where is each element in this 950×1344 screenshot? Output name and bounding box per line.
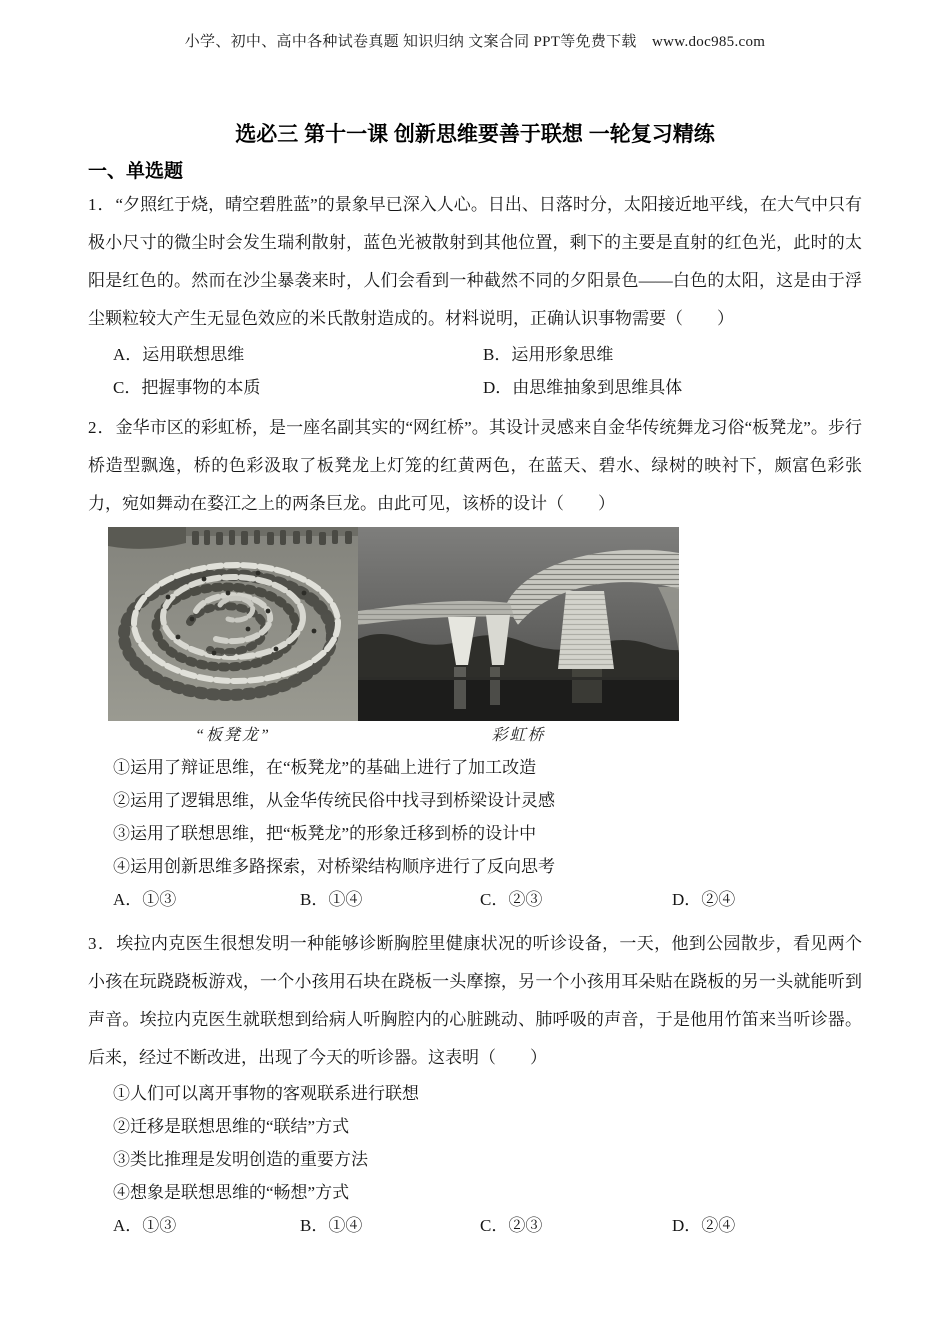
question-2-sub-option-2: ②运用了逻辑思维，从金华传统民俗中找寻到桥梁设计灵感 [113,791,555,810]
rainbow-bridge-photo [358,527,679,721]
bandenglong-photo [108,527,358,721]
question-3-answer-d: D．②④ [672,1216,736,1235]
question-1 [88,186,862,404]
question-3-answer-a: A．①③ [113,1216,177,1235]
question-1-option-d: D．由思维抽象到思维具体 [483,378,683,397]
question-3-text: 埃拉内克医生很想发明一种能够诊断胸腔里健康状况的听诊设备，一天，他到公园散步，看见两个小孩在玩跷跷板游戏，一个小孩用石块在跷板一头摩擦，另一个小孩用耳朵贴在跷板的另一头就能听到声音。埃拉内克医生就联想到给病人听胸腔内的心脏跳动、肺呼吸的声音，于是他用竹笛来当听诊器。后来，经过不断改进，出现了今天的听诊器。这表明（ ） [88,934,863,1067]
question-3 [88,925,862,1242]
question-3-sub-option-4: ④想象是联想思维的“畅想”方式 [113,1183,350,1202]
question-2-text: 金华市区的彩虹桥，是一座名副其实的“网红桥”。其设计灵感来自金华传统舞龙习俗“板凳龙”。步行桥造型飘逸，桥的色彩汲取了板凳龙上灯笼的红黄两色，在蓝天、碧水、绿树的映衬下，颇富色彩张力，宛如舞动在婺江之上的两条巨龙。由此可见，该桥的设计（ ） [88,418,863,513]
figure-caption-bandenglong: “板凳龙” [195,727,271,744]
question-3-answer-c: C．②③ [480,1216,543,1235]
question-2-sub-option-3: ③运用了联想思维，把“板凳龙”的形象迁移到桥的设计中 [113,824,537,843]
question-3-sub-option-3: ③类比推理是发明创造的重要方法 [113,1150,368,1169]
question-3-answer-b: B．①④ [300,1216,363,1235]
question-2-stem [88,409,862,523]
figure-bandenglong [108,527,358,747]
question-3-sub-option-1: ①人们可以离开事物的客观联系进行联想 [113,1084,419,1103]
question-2-answer-c: C．②③ [480,890,543,909]
question-1-text: “夕照红于烧，晴空碧胜蓝”的景象早已深入人心。日出、日落时分，太阳接近地平线，在大气中只有极小尺寸的微尘时会发生瑞利散射，蓝色光被散射到其他位置，剩下的主要是直射的红色光，此时的太阳是红色的。然而在沙尘暴袭来时，人们会看到一种截然不同的夕阳景色——白色的太阳，这是由于浮尘颗粒较大产生无显色效应的米氏散射造成的。材料说明，正确认识事物需要（ ） [88,195,863,328]
question-2 [88,409,862,916]
question-2-sub-option-1: ①运用了辩证思维，在“板凳龙”的基础上进行了加工改造 [113,758,537,777]
question-1-option-a: A．运用联想思维 [113,345,245,364]
question-1-stem [88,186,862,338]
question-3-sub-option-2: ②迁移是联想思维的“联结”方式 [113,1117,350,1136]
question-2-answer-a: A．①③ [113,890,177,909]
question-1-options-row-2 [113,371,862,404]
question-2-answer-d: D．②④ [672,890,736,909]
question-2-sub-option-4: ④运用创新思维多路探索，对桥梁结构顺序进行了反向思考 [113,857,555,876]
section-heading: 一、单选题 [88,161,184,182]
figure-rainbow-bridge [358,527,679,747]
question-1-number: 1． [88,195,116,214]
question-3-number: 3． [88,934,117,953]
question-2-number: 2． [88,418,116,437]
site-header-text: 小学、初中、高中各种试卷真题 知识归纳 文案合同 PPT等免费下载 www.doc985.com [184,34,766,50]
figure-group [108,527,862,747]
question-1-option-b: B．运用形象思维 [483,345,614,364]
question-3-answers-row [113,1209,862,1242]
question-1-option-c: C．把握事物的本质 [113,378,261,397]
page-title: 选必三 第十一课 创新思维要善于联想 一轮复习精练 [235,123,715,146]
question-2-answer-b: B．①④ [300,890,363,909]
document-body [88,158,862,1242]
figure-caption-rainbow-bridge: 彩虹桥 [491,727,546,744]
question-3-stem [88,925,862,1077]
question-2-answers-row [113,883,862,916]
question-1-options-row-1 [113,338,862,371]
